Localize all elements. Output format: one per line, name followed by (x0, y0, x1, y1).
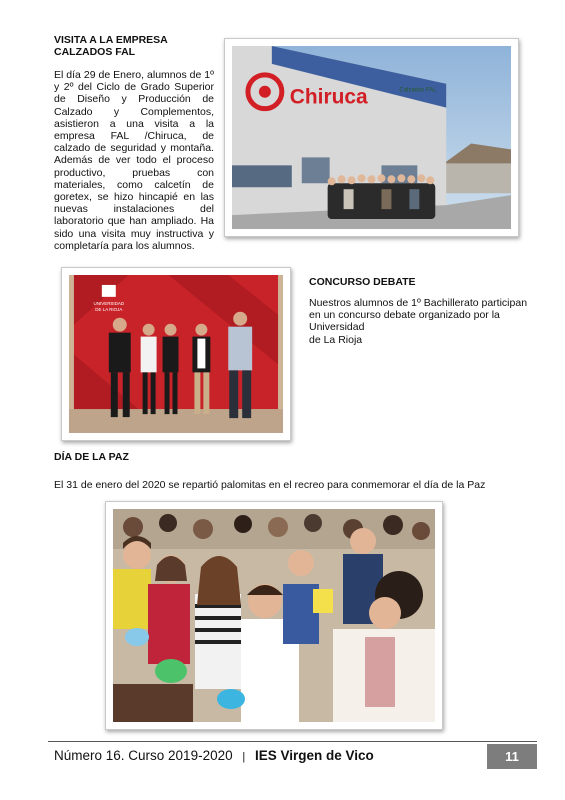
article2-title: CONCURSO DEBATE (309, 276, 416, 288)
footer-separator: | (242, 751, 246, 763)
peace-day-photo (105, 501, 443, 730)
page-number: 11 (487, 744, 537, 769)
student-group (328, 174, 436, 219)
banner-text-line1: UNIVERSIDAD (93, 300, 125, 306)
article2-body-line1: Nuestros alumnos de 1º Bachillerato participan (309, 297, 528, 309)
article2-body (309, 297, 539, 346)
article1-title-line1: VISITA A LA EMPRESA (54, 34, 168, 46)
debate-contest-photo (61, 267, 291, 441)
footer-rule (48, 741, 537, 742)
article3-body: El 31 de enero del 2020 se repartió palomitas en el recreo para conmemorar el día de la Paz (54, 479, 486, 491)
chiruca-panel-text: Calzados FAL (399, 87, 437, 94)
debate-photo-illustration (69, 275, 283, 433)
article1-title-line2: CALZADOS FAL (54, 46, 136, 58)
issue-number: Número 16. Curso 2019-2020 (54, 748, 233, 763)
article1-title (54, 34, 168, 58)
article3-title: DÍA DE LA PAZ (54, 451, 129, 463)
chiruca-photo-illustration (232, 46, 511, 229)
school-name: IES Virgen de Vico (255, 748, 374, 763)
article2-body-line3: Universidad (309, 321, 365, 334)
footer (54, 747, 374, 766)
chiruca-sign: Chiruca (289, 85, 368, 109)
article2-body-line4: de La Rioja (309, 333, 363, 346)
banner-text-line2: DE LA RIOJA (95, 306, 123, 312)
article1-body: El día 29 de Enero, alumnos de 1º y 2º del Ciclo de Grado Superior de Diseño y Producción de Calzado y Complementos, asistieron a una visita a la empresa FAL /Chiruca, de calzado de seguridad y montaña. Además de ver todo el proceso productivo, pruebas con materiales, como calcetín de goretex, se hizo hincapié en las nuevas instalaciones del laboratorio que han ampliado. Ha sido una visita muy instructiva y completaría para los alumnos. (54, 69, 214, 252)
peace-day-photo-illustration (113, 509, 435, 722)
article2-body-line2: en un concurso debate organizado por la (309, 309, 500, 322)
chiruca-factory-photo (224, 38, 519, 237)
